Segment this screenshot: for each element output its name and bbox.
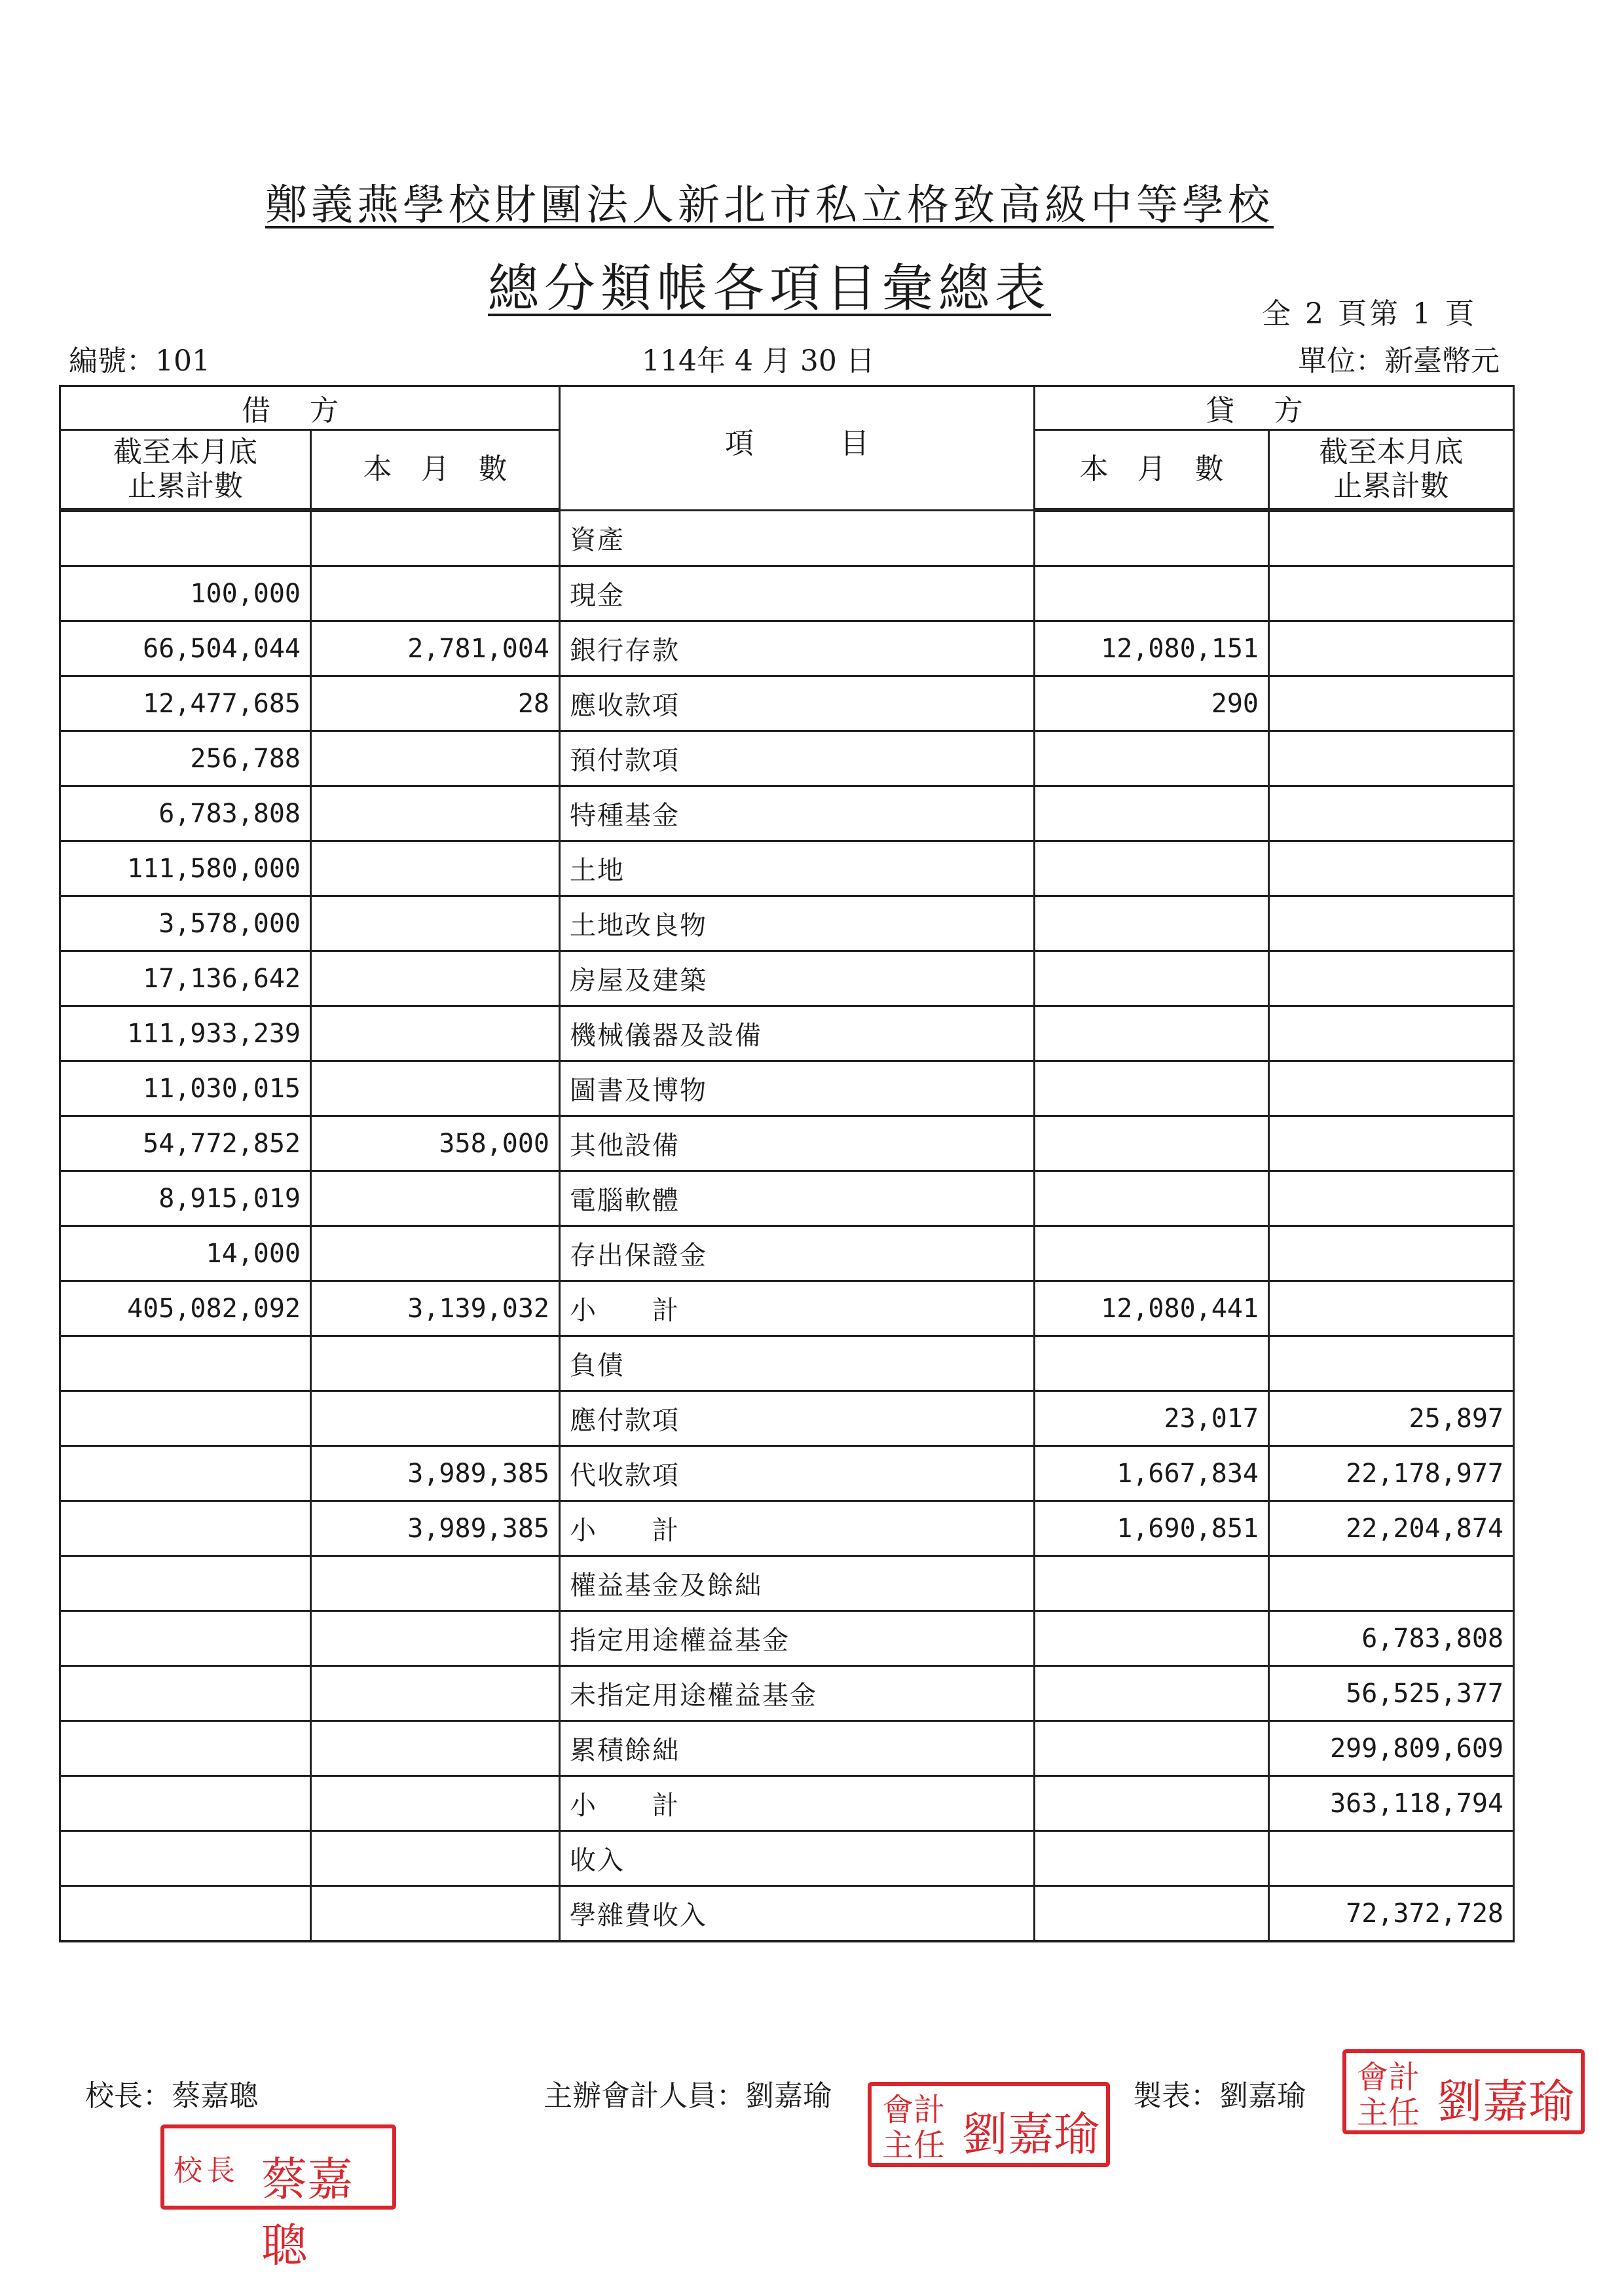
principal-seal-stamp: 校長 蔡嘉聰 [160,2124,396,2210]
chief-accountant-seal-stamp: 會計 主任 劉嘉瑜 [868,2082,1110,2167]
table-row [60,1556,1514,1611]
ledger-table [59,385,1515,1942]
currency-unit: 單位：新臺幣元 [1298,344,1500,378]
table-row [60,951,1514,1006]
credit-cumulative-cell: 22,204,874 [1269,1501,1514,1556]
debit-month-cell [311,841,560,896]
item-name-cell: 學雜費收入 [560,1886,1035,1942]
table-row [60,1171,1514,1226]
document-number: 編號：101 [69,344,210,378]
credit-cumulative-cell [1269,1006,1514,1061]
table-row [60,1006,1514,1061]
table-row [60,1281,1514,1336]
debit-cumulative-cell: 66,504,044 [60,621,311,676]
credit-month-cell: 12,080,151 [1035,621,1269,676]
report-date: 114年 4 月 30 日 [642,344,875,378]
table-row [60,1116,1514,1171]
table-row [60,1666,1514,1721]
preparer-label: 製表：劉嘉瑜 [1133,2079,1306,2113]
table-row [60,896,1514,951]
debit-cumulative-cell: 405,082,092 [60,1281,311,1336]
credit-cumulative-cell: 363,118,794 [1269,1776,1514,1831]
debit-month-cell [311,1886,560,1942]
credit-month-cell [1035,1116,1269,1171]
credit-month-cell [1035,1336,1269,1391]
item-name-cell: 小 計 [560,1776,1035,1831]
credit-month-cell: 290 [1035,676,1269,731]
item-name-cell: 預付款項 [560,731,1035,786]
debit-cumulative-cell [60,1666,311,1721]
debit-month-cell: 3,989,385 [311,1446,560,1501]
credit-cumulative-cell [1269,1061,1514,1116]
item-name-cell: 機械儀器及設備 [560,1006,1035,1061]
item-name-cell: 小 計 [560,1501,1035,1556]
item-name-cell: 房屋及建築 [560,951,1035,1006]
credit-month-cell [1035,951,1269,1006]
debit-cumulative-cell [60,1501,311,1556]
debit-cumulative-cell [60,1721,311,1776]
debit-month-cell [311,1556,560,1611]
debit-month-cell [311,896,560,951]
credit-cumulative-cell [1269,566,1514,621]
credit-month-cell [1035,1611,1269,1666]
item-name-cell: 代收款項 [560,1446,1035,1501]
credit-month-cell [1035,1831,1269,1886]
debit-month-cell [311,951,560,1006]
debit-month-cell: 3,139,032 [311,1281,560,1336]
credit-cumulative-cell [1269,786,1514,841]
credit-header: 貸方 [1035,386,1514,430]
debit-cumulative-cell [60,1556,311,1611]
item-name-cell: 應付款項 [560,1391,1035,1446]
item-name-cell: 圖書及博物 [560,1061,1035,1116]
debit-cumulative-cell: 3,578,000 [60,896,311,951]
credit-cumulative-cell [1269,1831,1514,1886]
item-name-cell: 現金 [560,566,1035,621]
item-name-cell: 電腦軟體 [560,1171,1035,1226]
credit-month-cell [1035,1006,1269,1061]
table-row [60,676,1514,731]
debit-month-cell [311,1776,560,1831]
item-name-cell: 特種基金 [560,786,1035,841]
table-row [60,786,1514,841]
debit-month-cell [311,1171,560,1226]
credit-month-cell [1035,1061,1269,1116]
table-row [60,1776,1514,1831]
credit-month-cell [1035,1666,1269,1721]
debit-cumulative-cell: 100,000 [60,566,311,621]
report-title: 總分類帳各項目彙總表 [487,259,1051,318]
credit-month-cell [1035,1721,1269,1776]
organization-name: 鄭義燕學校財團法人新北市私立格致高級中等學校 [265,181,1274,230]
credit-cumulative-cell [1269,841,1514,896]
debit-month-cell [311,786,560,841]
debit-cumulative-cell: 256,788 [60,731,311,786]
debit-cumulative-header: 截至本月底 止累計數 [60,430,311,511]
debit-cumulative-cell [60,1446,311,1501]
credit-month-cell [1035,1886,1269,1942]
table-row [60,1721,1514,1776]
item-name-cell: 小 計 [560,1281,1035,1336]
item-name-cell: 累積餘絀 [560,1721,1035,1776]
credit-cumulative-cell: 6,783,808 [1269,1611,1514,1666]
debit-month-cell: 2,781,004 [311,621,560,676]
debit-month-cell [311,731,560,786]
item-name-cell: 未指定用途權益基金 [560,1666,1035,1721]
item-name-cell: 存出保證金 [560,1226,1035,1281]
debit-cumulative-cell: 111,580,000 [60,841,311,896]
credit-cumulative-cell [1269,1171,1514,1226]
credit-month-cell [1035,1776,1269,1831]
debit-cumulative-cell: 14,000 [60,1226,311,1281]
debit-month-cell: 28 [311,676,560,731]
table-row [60,1611,1514,1666]
credit-month-cell [1035,510,1269,566]
credit-month-cell [1035,731,1269,786]
credit-cumulative-cell [1269,1336,1514,1391]
item-name-cell: 指定用途權益基金 [560,1611,1035,1666]
debit-month-cell [311,1061,560,1116]
item-name-cell: 權益基金及餘絀 [560,1556,1035,1611]
debit-header: 借方 [60,386,560,430]
debit-month-cell: 358,000 [311,1116,560,1171]
debit-month-cell [311,1226,560,1281]
table-row [60,1391,1514,1446]
item-name-cell: 銀行存款 [560,621,1035,676]
item-header: 項 目 [560,386,1035,511]
debit-month-cell [311,510,560,566]
debit-cumulative-cell: 6,783,808 [60,786,311,841]
credit-month-cell [1035,566,1269,621]
table-row [60,1226,1514,1281]
debit-cumulative-cell: 54,772,852 [60,1116,311,1171]
credit-cumulative-cell [1269,1281,1514,1336]
table-row [60,841,1514,896]
debit-month-cell [311,1666,560,1721]
table-row [60,731,1514,786]
debit-cumulative-cell [60,1886,311,1942]
chief-accountant-label: 主辦會計人員：劉嘉瑜 [544,2079,832,2113]
credit-cumulative-cell [1269,951,1514,1006]
preparer-seal-stamp: 會計 主任 劉嘉瑜 [1342,2049,1585,2134]
debit-month-cell [311,1006,560,1061]
credit-cumulative-cell [1269,896,1514,951]
table-row [60,621,1514,676]
credit-month-cell: 1,690,851 [1035,1501,1269,1556]
credit-cumulative-cell [1269,1116,1514,1171]
credit-month-cell [1035,1171,1269,1226]
debit-cumulative-cell [60,1831,311,1886]
debit-month-cell [311,1721,560,1776]
page-info: 全 2 頁第 1 頁 [1262,297,1477,331]
credit-cumulative-cell [1269,1226,1514,1281]
credit-cumulative-cell: 56,525,377 [1269,1666,1514,1721]
table-row [60,1831,1514,1886]
debit-cumulative-cell [60,1391,311,1446]
credit-month-cell [1035,896,1269,951]
debit-cumulative-cell [60,1611,311,1666]
credit-month-cell: 23,017 [1035,1391,1269,1446]
credit-month-cell [1035,841,1269,896]
credit-cumulative-cell: 25,897 [1269,1391,1514,1446]
debit-month-cell [311,1336,560,1391]
debit-month-cell [311,1391,560,1446]
debit-cumulative-cell: 111,933,239 [60,1006,311,1061]
credit-cumulative-cell: 22,178,977 [1269,1446,1514,1501]
table-row [60,1446,1514,1501]
credit-month-cell [1035,1556,1269,1611]
table-row [60,1336,1514,1391]
credit-cumulative-cell [1269,676,1514,731]
item-name-cell: 應收款項 [560,676,1035,731]
credit-cumulative-cell [1269,621,1514,676]
table-row [60,1061,1514,1116]
debit-month-header: 本 月 數 [311,430,560,511]
credit-cumulative-cell: 72,372,728 [1269,1886,1514,1942]
item-name-cell: 其他設備 [560,1116,1035,1171]
principal-signature-label: 校長：蔡嘉聰 [85,2079,258,2113]
debit-month-cell: 3,989,385 [311,1501,560,1556]
credit-month-cell [1035,786,1269,841]
credit-cumulative-cell [1269,1556,1514,1611]
ledger-body [60,510,1514,1941]
debit-cumulative-cell: 12,477,685 [60,676,311,731]
debit-cumulative-cell: 8,915,019 [60,1171,311,1226]
debit-month-cell [311,1831,560,1886]
table-row [60,1501,1514,1556]
credit-month-cell: 1,667,834 [1035,1446,1269,1501]
item-name-cell: 資產 [560,510,1035,566]
credit-cumulative-cell: 299,809,609 [1269,1721,1514,1776]
table-row [60,566,1514,621]
debit-cumulative-cell [60,510,311,566]
item-name-cell: 土地 [560,841,1035,896]
item-name-cell: 負債 [560,1336,1035,1391]
credit-cumulative-header: 截至本月底 止累計數 [1269,430,1514,511]
item-name-cell: 收入 [560,1831,1035,1886]
credit-month-cell [1035,1226,1269,1281]
debit-month-cell [311,1611,560,1666]
item-name-cell: 土地改良物 [560,896,1035,951]
credit-month-cell: 12,080,441 [1035,1281,1269,1336]
credit-month-header: 本 月 數 [1035,430,1269,511]
debit-cumulative-cell: 11,030,015 [60,1061,311,1116]
debit-month-cell [311,566,560,621]
debit-cumulative-cell: 17,136,642 [60,951,311,1006]
table-row [60,1886,1514,1942]
credit-cumulative-cell [1269,731,1514,786]
debit-cumulative-cell [60,1336,311,1391]
credit-cumulative-cell [1269,510,1514,566]
debit-cumulative-cell [60,1776,311,1831]
table-row [60,510,1514,566]
